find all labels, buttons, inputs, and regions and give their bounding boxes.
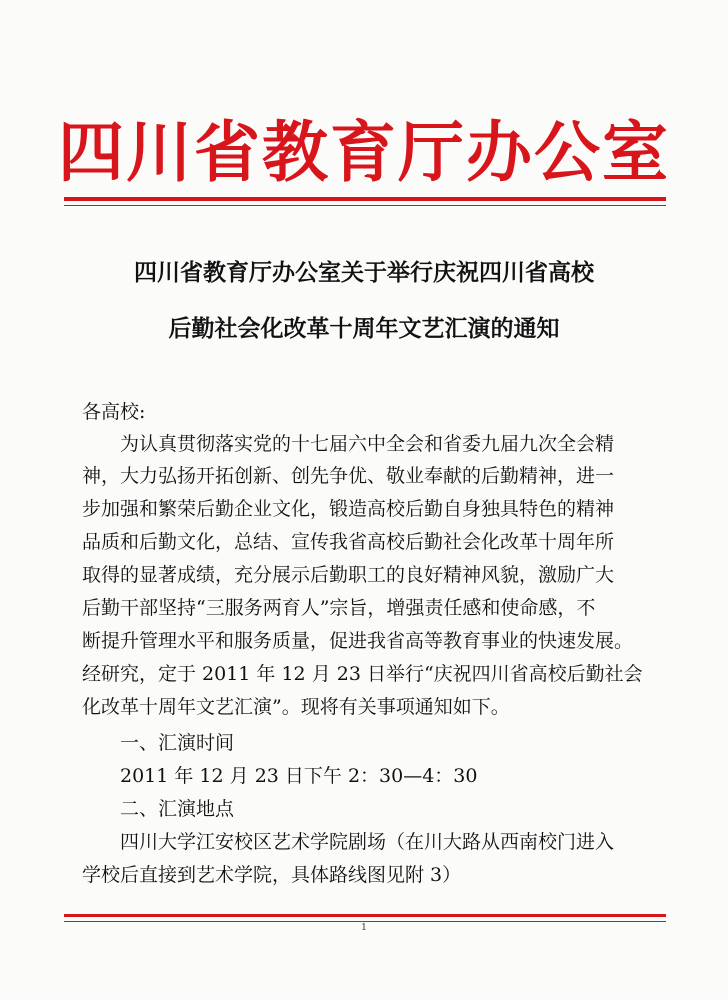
paragraph-line: 断提升管理水平和服务质量，促进我省高等教育事业的快速发展。 bbox=[82, 630, 634, 652]
header-org-name: 四川省教育厅办公室 bbox=[58, 113, 670, 191]
document-title-line-2: 后勤社会化改革十周年文艺汇演的通知 bbox=[168, 315, 560, 342]
page-number: 1 bbox=[361, 923, 367, 933]
paragraph-line: 化改革十周年文艺汇演”。现将有关事项通知如下。 bbox=[82, 696, 510, 718]
header-red-rule-thick bbox=[64, 197, 666, 201]
header-red-rule-thin bbox=[64, 205, 666, 206]
section-heading-location: 二、汇演地点 bbox=[120, 798, 235, 820]
greeting: 各高校: bbox=[82, 401, 146, 423]
paragraph-line: 品质和后勤文化，总结、宣传我省高校后勤社会化改革十周年所 bbox=[82, 531, 615, 553]
footer-red-rule-thin bbox=[64, 921, 666, 922]
footer-red-rule-thick bbox=[64, 914, 666, 917]
section-text-location-line: 学校后直接到艺术学院，具体路线图见附 3） bbox=[82, 864, 462, 886]
paragraph-line: 神，大力弘扬开拓创新、创先争优、敬业奉献的后勤精神，进一 bbox=[82, 465, 615, 487]
paragraph-line: 为认真贯彻落实党的十七届六中全会和省委九届九次全会精 bbox=[120, 433, 615, 455]
section-text-time: 2011 年 12 月 23 日下午 2：30—4：30 bbox=[120, 765, 478, 787]
paragraph-line: 步加强和繁荣后勤企业文化，锻造高校后勤自身独具特色的精神 bbox=[82, 498, 615, 520]
section-heading-time: 一、汇演时间 bbox=[120, 732, 235, 754]
paragraph-line: 经研究，定于 2011 年 12 月 23 日举行“庆祝四川省高校后勤社会 bbox=[82, 663, 643, 685]
paragraph-line: 取得的显著成绩，充分展示后勤职工的良好精神风貌，激励广大 bbox=[82, 564, 615, 586]
paragraph-line: 后勤干部坚持“三服务两育人”宗旨，增强责任感和使命感，不 bbox=[82, 597, 596, 619]
document-title-line-1: 四川省教育厅办公室关于举行庆祝四川省高校 bbox=[134, 259, 594, 286]
section-text-location-line: 四川大学江安校区艺术学院剧场（在川大路从西南校门进入 bbox=[120, 831, 615, 853]
